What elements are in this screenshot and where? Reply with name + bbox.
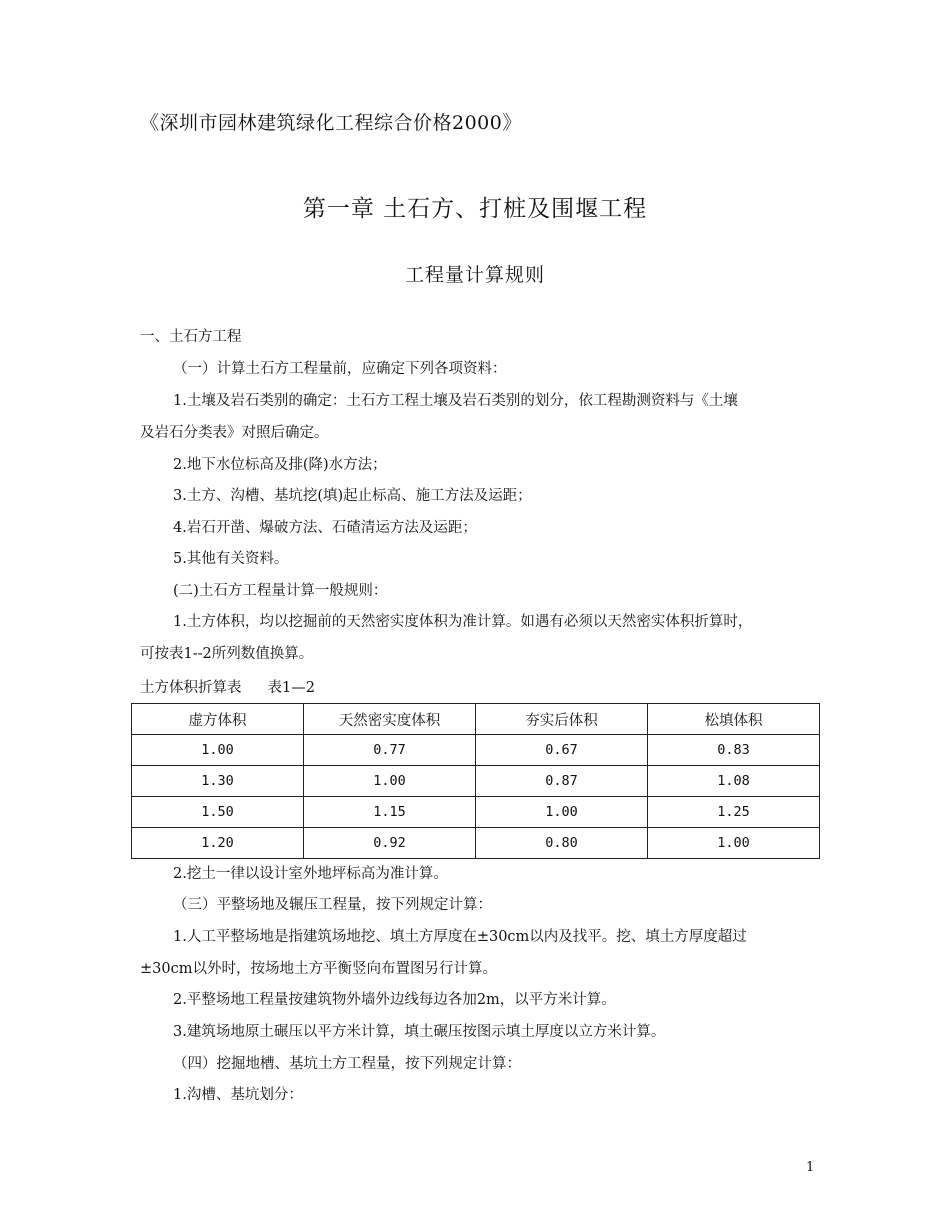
- volume-conversion-table: [131, 703, 820, 859]
- table-cell: 1.20: [132, 828, 304, 859]
- table-cell: 1.50: [132, 797, 304, 828]
- table-row: [132, 828, 820, 859]
- table-cell: 0.92: [304, 828, 476, 859]
- table-cell: 1.25: [648, 797, 820, 828]
- table-caption-name: 土方体积折算表: [140, 680, 242, 696]
- paragraph: 2.地下水位标高及排(降)水方法；: [173, 457, 387, 473]
- table-cell: 1.00: [476, 797, 648, 828]
- table-cell: 1.15: [304, 797, 476, 828]
- paragraph: 1.沟槽、基坑划分：: [173, 1087, 303, 1103]
- table-row: [132, 797, 820, 828]
- table-cell: 1.00: [648, 828, 820, 859]
- paragraph: （四）挖掘地槽、基坑土方工程量，按下列规定计算：: [173, 1056, 521, 1072]
- table-cell: 1.00: [304, 766, 476, 797]
- chapter-title: 第一章 土石方、打桩及围堰工程: [302, 196, 648, 222]
- section-heading: 工程量计算规则: [404, 264, 545, 286]
- table-cell: 0.87: [476, 766, 648, 797]
- table-cell: 1.08: [648, 766, 820, 797]
- paragraph: 5.其他有关资料。: [173, 551, 289, 567]
- paragraph: 2.平整场地工程量按建筑物外墙外边线每边各加2m，以平方米计算。: [173, 992, 616, 1008]
- document-title: 《深圳市园林建筑绿化工程综合价格2000》: [140, 112, 522, 134]
- section-title: 一、土石方工程: [140, 329, 242, 345]
- table-cell: 0.83: [648, 735, 820, 766]
- paragraph: （三）平整场地及辗压工程量，按下列规定计算：: [173, 897, 492, 913]
- table-cell: 1.00: [132, 735, 304, 766]
- table-row: [132, 735, 820, 766]
- paragraph: 可按表1--2所列数值换算。: [140, 646, 314, 662]
- table-header-cell: 天然密实度体积: [304, 704, 476, 735]
- paragraph: 2.挖土一律以设计室外地坪标高为准计算。: [173, 866, 448, 882]
- paragraph: 4.岩石开凿、爆破方法、石碴清运方法及运距；: [173, 520, 477, 536]
- table-header-cell: 松填体积: [648, 704, 820, 735]
- paragraph: 1.人工平整场地是指建筑场地挖、填土方厚度在±30cm以内及找平。挖、填土方厚度超过: [173, 929, 747, 945]
- table-caption-number: 表1—2: [267, 680, 315, 696]
- paragraph: 3.建筑场地原土碾压以平方米计算，填土碾压按图示填土厚度以立方米计算。: [173, 1024, 666, 1040]
- table-caption: [140, 676, 315, 697]
- paragraph: 3.土方、沟槽、基坑挖(填)起止标高、施工方法及运距；: [173, 488, 532, 504]
- page-number: 1: [806, 1160, 815, 1175]
- table-header-cell: 夯实后体积: [476, 704, 648, 735]
- table-row: [132, 766, 820, 797]
- paragraph: (二)土石方工程量计算一般规则：: [173, 583, 388, 599]
- paragraph: （一）计算土石方工程量前，应确定下列各项资料：: [173, 361, 507, 377]
- paragraph: ±30cm以外时，按场地土方平衡竖向布置图另行计算。: [140, 961, 497, 977]
- table-header-row: [132, 704, 820, 735]
- paragraph: 1.土方体积，均以挖掘前的天然密实度体积为准计算。如遇有必须以天然密实体积折算时，: [173, 614, 753, 630]
- table-cell: 0.80: [476, 828, 648, 859]
- table-cell: 0.67: [476, 735, 648, 766]
- paragraph: 1.土壤及岩石类别的确定：土石方工程土壤及岩石类别的划分，依工程勘测资料与《土壤: [173, 393, 738, 409]
- paragraph: 及岩石分类表》对照后确定。: [140, 425, 329, 441]
- table-header-cell: 虚方体积: [132, 704, 304, 735]
- table-cell: 0.77: [304, 735, 476, 766]
- table-cell: 1.30: [132, 766, 304, 797]
